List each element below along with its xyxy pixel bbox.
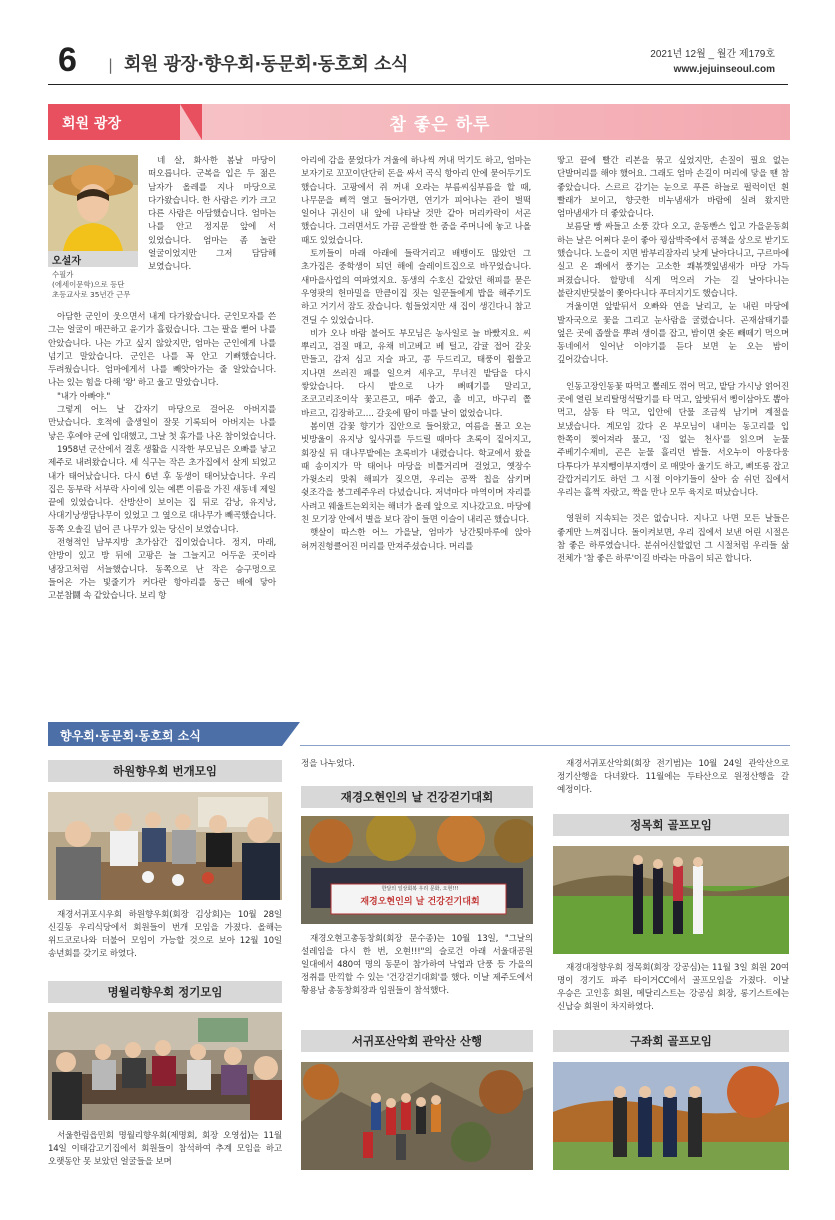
- group-dinner-photo-icon: [48, 792, 282, 900]
- news-title-seogwipo: 서귀포산악회 관악산 산행: [301, 1030, 533, 1052]
- news-title-jeongmok: 정목회 골프모임: [553, 814, 789, 836]
- paragraph: "내가 아빠야.": [57, 391, 111, 402]
- article-column-1-intro: [148, 155, 276, 275]
- paragraph: 재경서귀포시우회 하원향우회(회장 김상회)는 10월 28일 신길동 우리식당에서 회원들이 번개 모임을 가졌다. 올해는 위드코로나와 더불어 모임이 가능할 것으로 보아 12월 10일 송년회를 갖기로 하였다.: [48, 910, 282, 959]
- news-text-myeongwol: [48, 1130, 282, 1169]
- header-rule: [48, 84, 788, 85]
- news-text-jeongmok: [557, 962, 789, 1014]
- paragraph: 정을 나누었다.: [301, 759, 355, 769]
- paragraph: 1958년 군산에서 결혼 생활을 시작한 부모님은 오빠를 낳고 제주로 내려왔습니다. 세 식구는 작은 초가집에서 살게 되었고 내가 태어났습니다. 다시 6년 후 동생이 태어났습니다. 우리 집은 동부락 서부락 사이에 있는 예쁜 이름을 가진 새동네 제일 끝에 있었습니다. 산방산이 보이는 집 뒤로 감낭, 유지낭, 사대기낭생담나무이 있었고 그 옆으로 대나무가 빼곡했습니다. 동쪽 오솔길 넘어 큰 나무가 있는 당신이 보였습니다.: [48, 444, 276, 535]
- page-number: 6: [58, 41, 77, 79]
- news-title-gujwa: 구좌회 골프모임: [553, 1030, 789, 1052]
- paragraph: 보름달 빵 싸들고 소풍 갔다 오고, 운동빤스 입고 가을운동회 하는 날은 어쩌다 운이 좋아 꿩삼박죽에서 공책을 상으로 받기도 했습니다. 노을이 지면 밤부리잠자리 낮게 날아다니고, 구르마에 실고 온 쾌에서 풍기는 고소한 쾌볶깻잎냄새가 마당 가득 퍼졌습니다. 할망네 식게 먹으러 가는 길 날아다니는 불란지반딧불이 쫓아다니다 푸더지기도 했습니다.: [557, 222, 789, 299]
- paragraph: 서울한림읍민회 명월리향우회(제명회, 회장 오영섭)는 11월 14일 이태감고기집에서 회원들이 참석하여 추계 모임을 하고 오랫동안 못 보았던 얼굴들을 보며: [48, 1131, 282, 1167]
- paragraph: 땋고 끝에 빨간 리본을 묶고 싶었지만, 손질이 필요 없는 단발머리를 해야 했어요. 그래도 엄마 손길이 머리에 닿을 땐 참 좋았습니다. 스르르 감기는 눈으로 푸른 하늘로 펄럭이던 흰 빨래가 보이고, 향긋한 비누냄새가 바람에 실려 왔지만 엄마냄새가 더 좋았습니다.: [557, 156, 789, 220]
- photo-ohyeon: [301, 816, 533, 924]
- paragraph: 재경서귀포산악회(회장 전기범)는 10월 24일 관악산으로 정기산행을 다녀왔다. 11월에는 두타산으로 원정산행을 갈 예정이다.: [557, 759, 789, 795]
- paragraph: 전형적인 남부지방 초가삼간 집이었습니다. 정지, 마래, 안방이 있고 방 뒤에 고팡은 늘 그늘지고 어두운 곳이라 냉장고처럼 서늘했습니다. 동쪽으로 난 작은 승구멍으로 들어온 가는 빛줄기가 커다란 항아리를 둥근 배에 닿아 고분참鬪 속 같았습니다. 보리 항: [48, 538, 276, 602]
- news-title-hawon: 하원향우회 번개모임: [48, 760, 282, 782]
- golf-course-photo-icon: [553, 846, 789, 954]
- photo-jeongmok: [553, 846, 789, 954]
- paragraph: 햇살이 따스한 어느 가을날, 엄마가 낭간툇마루에 앉아 허꺼진헝클어진 머리를 만져주셨습니다. 머리를: [301, 528, 531, 552]
- section-banner-corner: [180, 104, 202, 140]
- paragraph: 아리에 감을 묻었다가 겨울에 하나씩 꺼내 먹기도 하고, 엄마는 보자기로 꼬꼬이단단히 돈을 싸서 곡식 항아리 안에 묻어두기도 했습니다. 고팡에서 쥐 꺼내 오라는 부름씨심부름을 할 때, 나무문을 삐꺽 열고 들어가면, 연기가 피어나는 관이 벌떡 일어나 귀신이 내 앞에 나타날 것만 같아 머리카락이 서곤 했습니다. 그러면서도 가끔 곤쌀쌀 한 줌을 주머니에 놓고 나올 때도 있었습니다.: [301, 156, 531, 246]
- mountain-hiking-photo-icon: [301, 1062, 533, 1170]
- news-text-ohyeon: [301, 933, 533, 998]
- paragraph: 토끼들이 마래 아래에 들락거리고 배뱅이도 많았던 그 초가집은 중학생이 되던 해에 슬레이트집으로 바꾸었습니다. 새마을사업의 여파였지요. 동생의 수호신 같았던 해피를 묻은 우영팟의 헌마밀을 만큼이집 짓는 일꾼들에게 밥을 해주기도 하고 거기서 잠도 잤습니다. 힘들었지만 새 집이 생긴다니 참고 견딜 수 있었습니다.: [301, 249, 531, 326]
- paragraph: 네 살, 화사한 봄날 마당이 떠오릅니다. 군복을 입은 두 젊은 남자가 올레를 지나 마당으로 다가왔습니다. 한 사람은 키가 크고 다른 사람은 아담했습니다. 엄마는 나를 안고 정지문 앞에 서 있었습니다. 엄마는 좀 놀란 얼굴이었지만 그저 담담해 보였습니다.: [148, 156, 276, 273]
- section2-banner-corner: [282, 722, 300, 746]
- banner-small-text: 한달의 일상회복 우리 문화, 오현!!!: [381, 886, 459, 892]
- news-title-ohyeon: 재경오현인의 날 건강걷기대회: [301, 786, 533, 808]
- paragraph: 인동고장인동꽃 따먹고 뽈레도 꺾어 먹고, 밭담 가시낭 얽어진 곳에 열린 보리탈멍석딸기를 타 먹고, 앞밧뒤서 삥이삼아도 뽑아 먹고, 삼동 타 먹고, 입안에 단물 조금씩 남기며 계절을 보냈습니다. 계모임 갔다 온 부모님이 내미는 동고리를 입 한쪽이 찢어져라 물고, '집 없는 천사'를 읽으며 눈물 주베기수제비, 곤은 눈물 흘리던 밤들. 서오누이 아웅다웅 다투다가 부지뼁이부지깽이 로 매맞아 울기도 하고, 삐또롱 잡고 갈깝거리기도 하던 그 시절 이야기들이 살아 숨 쉬던 집에서 우리는 흘쩍 자랐고, 짝을 만나 모두 육지로 떠났습니다.: [557, 381, 789, 499]
- author-name: 오설자: [52, 256, 81, 267]
- header-separator: |: [108, 56, 114, 74]
- paragraph: 그렇게 어느 날 갑자기 마당으로 걸어온 아버지를 만났습니다. 호적에 출생일이 잘못 기록되어 아버지는 나를 낳은 후에야 군에 입대했고, 그날 첫 휴가를 나온 참이었습니다.: [48, 405, 276, 442]
- walking-event-photo-icon: [301, 816, 533, 924]
- author-description: [52, 270, 144, 300]
- banner-big-text: 재경오현인의 날 건강걷기대회: [360, 897, 480, 907]
- news-text-hawon: [48, 909, 282, 961]
- photo-gujwa: [553, 1062, 789, 1170]
- author-portrait-icon: [48, 155, 138, 251]
- article-column-2: [301, 155, 531, 554]
- author-photo: [48, 155, 138, 251]
- paragraph: 영원히 지속되는 것은 없습니다. 지나고 나면 모든 날들은 좋게만 느껴집니다. 돌이켜보면, 우리 집에서 보낸 어린 시절은 참 좋은 하루였습니다. 분쉬어신할없던 그 시절처럼 우리들 삶 전체가 '참 좋은 하루'이길 바라는 마음이 되곤 합니다.: [557, 514, 789, 565]
- author-desc-line: 수필가: [52, 270, 74, 279]
- article-title: 참 좋은 하루: [389, 115, 491, 135]
- paragraph: 아담한 군인이 웃으면서 내게 다가왔습니다. 군인모자를 쓴 그는 얼굴이 매끈하고 윤기가 흘렀습니다. 그는 팔을 뻗어 나를 안았습니다. 나는 가고 싶지 않았지만, 엄마는 군인에게 나를 넘기고 말았습니다. 군인은 나를 꼭 안고 기뻐했습니다. 두려웠습니다. 엄마에게서 나를 빼앗아가는 줄 알았습니다. 나는 있는 힘을 다해 '왕' 하고 울고 말았습니다.: [48, 312, 276, 389]
- issue-info: 2021년 12월 _ 월간 제179호: [650, 49, 775, 60]
- golf-group-photo-icon: [553, 1062, 789, 1170]
- article-column-1: [48, 311, 276, 604]
- paragraph: 겨울이면 앞밭뒤서 오빠와 연을 날리고, 눈 내린 마당에 발자국으로 꽃을 그리고 눈사람을 굴렸습니다. 곤재삼태기를 엎은 곳에 좁쌀을 뿌려 생이를 잡고, 밤이면 숯돈 빼떼기 먹으며 동네에서 일어난 이야기를 듣다 보면 눈 오는 밤이 깊어갔습니다.: [557, 302, 789, 366]
- photo-myeongwol: [48, 1012, 282, 1120]
- paragraph: 재경오현고총동창회(회장 문수종)는 10월 13일, "그날의 설레임을 다시 한 번, 오현!!!"의 슬로건 아래 서울대공원 일대에서 480여 명의 동문이 참가하여 낙엽과 단풍 등 가을의 정취를 만끽할 수 있는 '건강걷기대회'를 했다. 이날 제주도에서 황용남 총동창회장과 임원들이 참석했다.: [301, 934, 533, 996]
- paragraph: 봄이면 감꽃 향기가 집안으로 들어왔고, 여름을 몰고 오는 빗방울이 유지낭 잎사귀를 두드릴 때마다 초록이 짙어지고, 회장실 뒤 대나무밭에는 초록비가 내렸습니다. 학교에서 왔을 때 송이지가 막 태어나 마당을 비틀거리며 걸었고, 옛장수 가윗소리 맞춰 해피가 짖으면, 우리는 공짝 칩을 삼키며 쉿조각을 붕그레주우러 다녔습니다. 저녁마다 마역이며 자리를 사려고 웨울트는외치는 해녀가 올레 앞으로 지나갔고요. 마당에 친 모기장 안에서 별을 보다 잠이 들면 이슬이 내리곤 했습니다.: [301, 421, 531, 526]
- author-desc-line: (에세이문학)으로 등단: [52, 280, 125, 289]
- group-restaurant-photo-icon: [48, 1012, 282, 1120]
- paragraph: 재경대정향우회 정목회(회장 강공심)는 11월 3일 회원 20여 명이 경기도 파주 타이거CC에서 골프모임을 가졌다. 이날 우승은 고인홍 회원, 메달리스트는 강공심 회장, 롱기스트에는 신납승 회원이 차지하였다.: [557, 963, 789, 1012]
- news-text-seogwipo: [557, 758, 789, 797]
- photo-seogwipo: [301, 1062, 533, 1170]
- paragraph: 비가 오나 바람 불어도 부모님은 농사일로 늘 바빴지요. 씨 뿌리고, 검질 매고, 유채 비고베고 베 털고, 감귤 접어 갈옷 만들고, 감저 심고 지슬 파고, 콩 두드리고, 태풍이 휩쓸고 지나면 쓰러진 패를 일으켜 세우고, 무너진 밭담을 다시 쌓았습니다. 다시 밭으로 나가 뻐떼기를 말리고, 조코고리조이삭 꽃고른고, 매주 쑵고, 촐 비고, 바구리 쫄 바르고, 김장하고…. 갈옷에 땀이 마를 날이 없었습니다.: [301, 328, 531, 419]
- article-column-3: [557, 155, 789, 567]
- section2-label: 향우회·동문회·동호회 소식: [60, 729, 201, 743]
- page-title: 회원 광장·향우회·동문회·동호회 소식: [124, 54, 408, 75]
- website-link[interactable]: www.jejuinseoul.com: [673, 64, 775, 75]
- news-text-continued: [301, 758, 533, 771]
- news-title-myeongwol: 명월리향우회 정기모임: [48, 981, 282, 1003]
- author-desc-line: 초등교사로 35년간 근무: [52, 290, 131, 299]
- section2-rule: [300, 745, 790, 746]
- section-label: 회원 광장: [62, 116, 121, 132]
- photo-hawon: [48, 792, 282, 900]
